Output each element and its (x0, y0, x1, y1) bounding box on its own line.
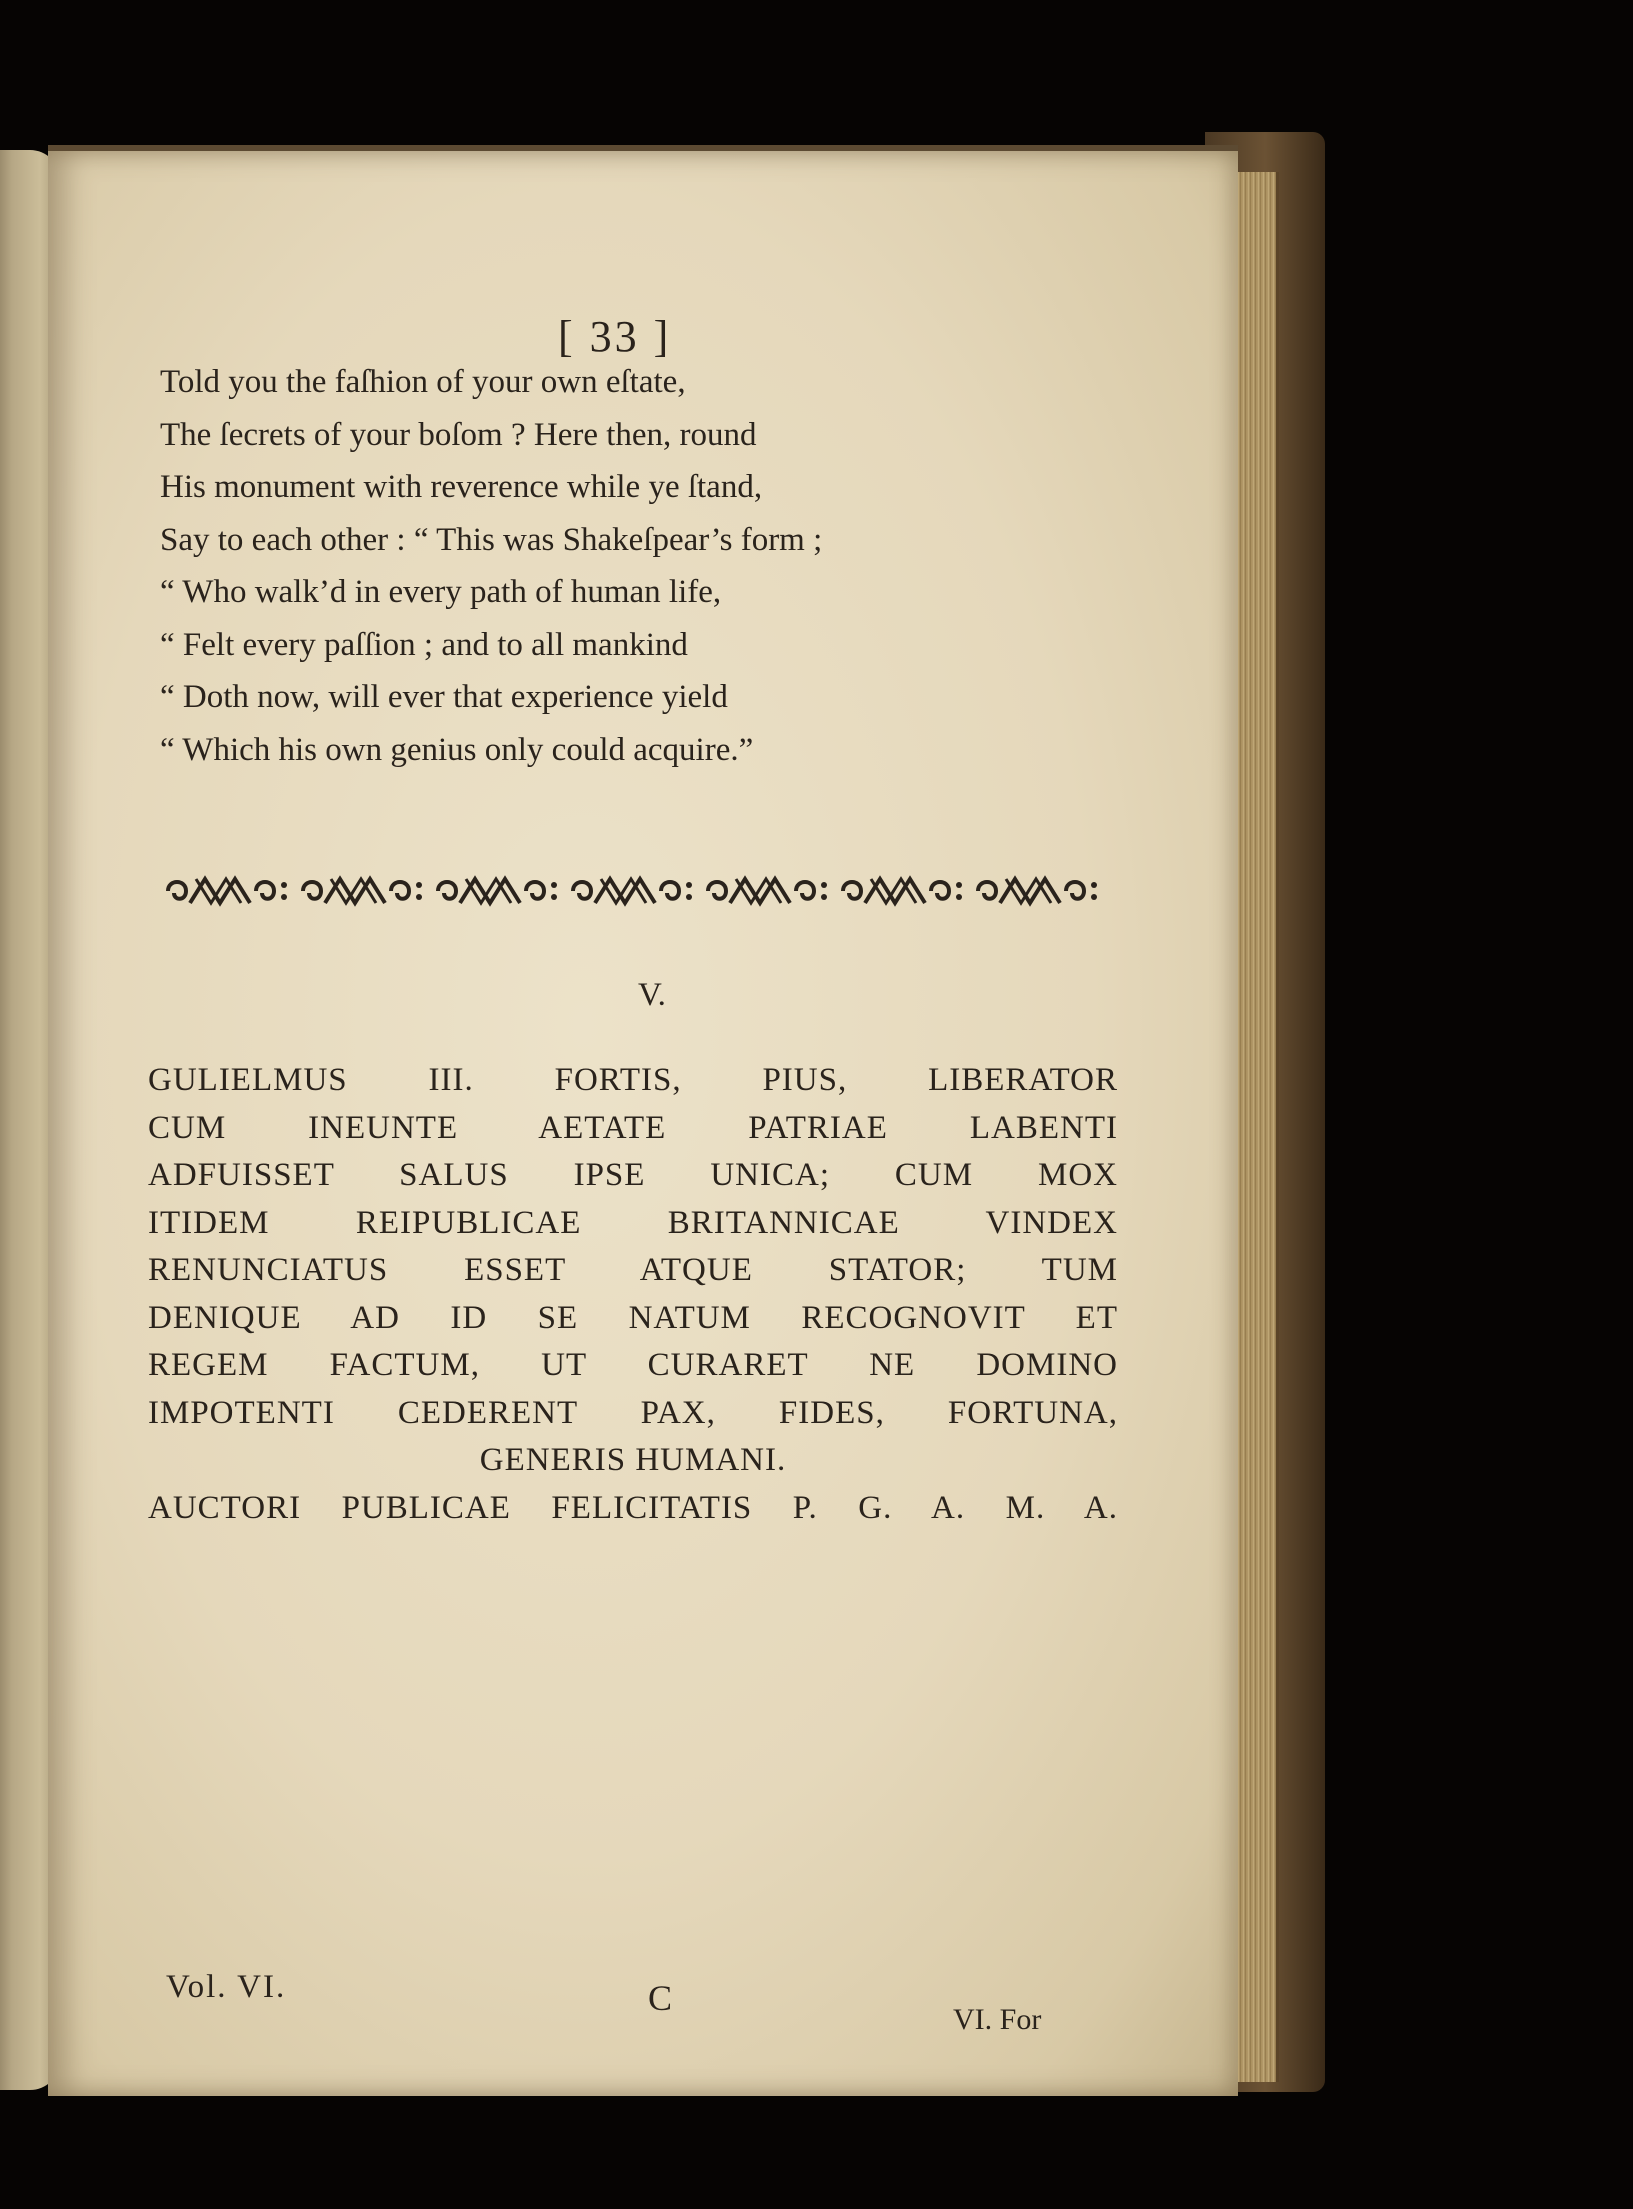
verse-line: The ſecrets of your boſom ? Here then, round (160, 416, 757, 453)
inscription-line: CUM INEUNTE AETATE PATRIAE LABENTI (148, 1109, 1118, 1146)
inscription-line: GULIELMUS III. FORTIS, PIUS, LIBERATOR (148, 1062, 1118, 1098)
inscription-line: ITIDEM REIPUBLICAE BRITANNICAE VINDEX (148, 1204, 1118, 1241)
book-page (48, 145, 1238, 2096)
verse-line: “ Doth now, will ever that experience yield (160, 679, 728, 715)
inscription-line: DENIQUE AD ID SE NATUM RECOGNOVIT ET (148, 1299, 1118, 1336)
page-number: [ 33 ] (558, 312, 672, 361)
verse-line: His monument with reverence while ye ſtand, (160, 469, 763, 505)
printers-ornament-icon (160, 871, 1110, 911)
verse-line: “ Which his own genius only could acquire.” (160, 731, 754, 768)
volume-footer: Vol. VI. (166, 1969, 287, 2005)
verse-block (160, 356, 822, 776)
verse-line: Told you the faſhion of your own eſtate, (160, 364, 686, 400)
verse-line: “ Who walk’d in every path of human life, (160, 574, 722, 610)
inscription-line: IMPOTENTI CEDERENT PAX, FIDES, FORTUNA, (148, 1394, 1118, 1431)
inscription-line: REGEM FACTUM, UT CURARET NE DOMINO (148, 1347, 1118, 1383)
verse-line: Say to each other : “ This was Shakeſpear’s form ; (160, 521, 823, 558)
inscription-line: ADFUISSET SALUS IPSE UNICA; CUM MOX (148, 1157, 1118, 1193)
verse-line: “ Felt every paſſion ; and to all mankind (160, 626, 688, 663)
latin-inscription (148, 1057, 1118, 1532)
inscription-center-line: GENERIS HUMANI. (479, 1442, 787, 1478)
section-number: V. (638, 977, 666, 1013)
inscription-line: RENUNCIATUS ESSET ATQUE STATOR; TUM (148, 1252, 1118, 1288)
catchword: VI. For (953, 2003, 1042, 2036)
inscription-final-line: AUCTORI PUBLICAE FELICITATIS P. G. A. M. A. (148, 1489, 1118, 1526)
page-block-edges (1232, 172, 1279, 2082)
signature-mark: C (648, 1978, 673, 2018)
